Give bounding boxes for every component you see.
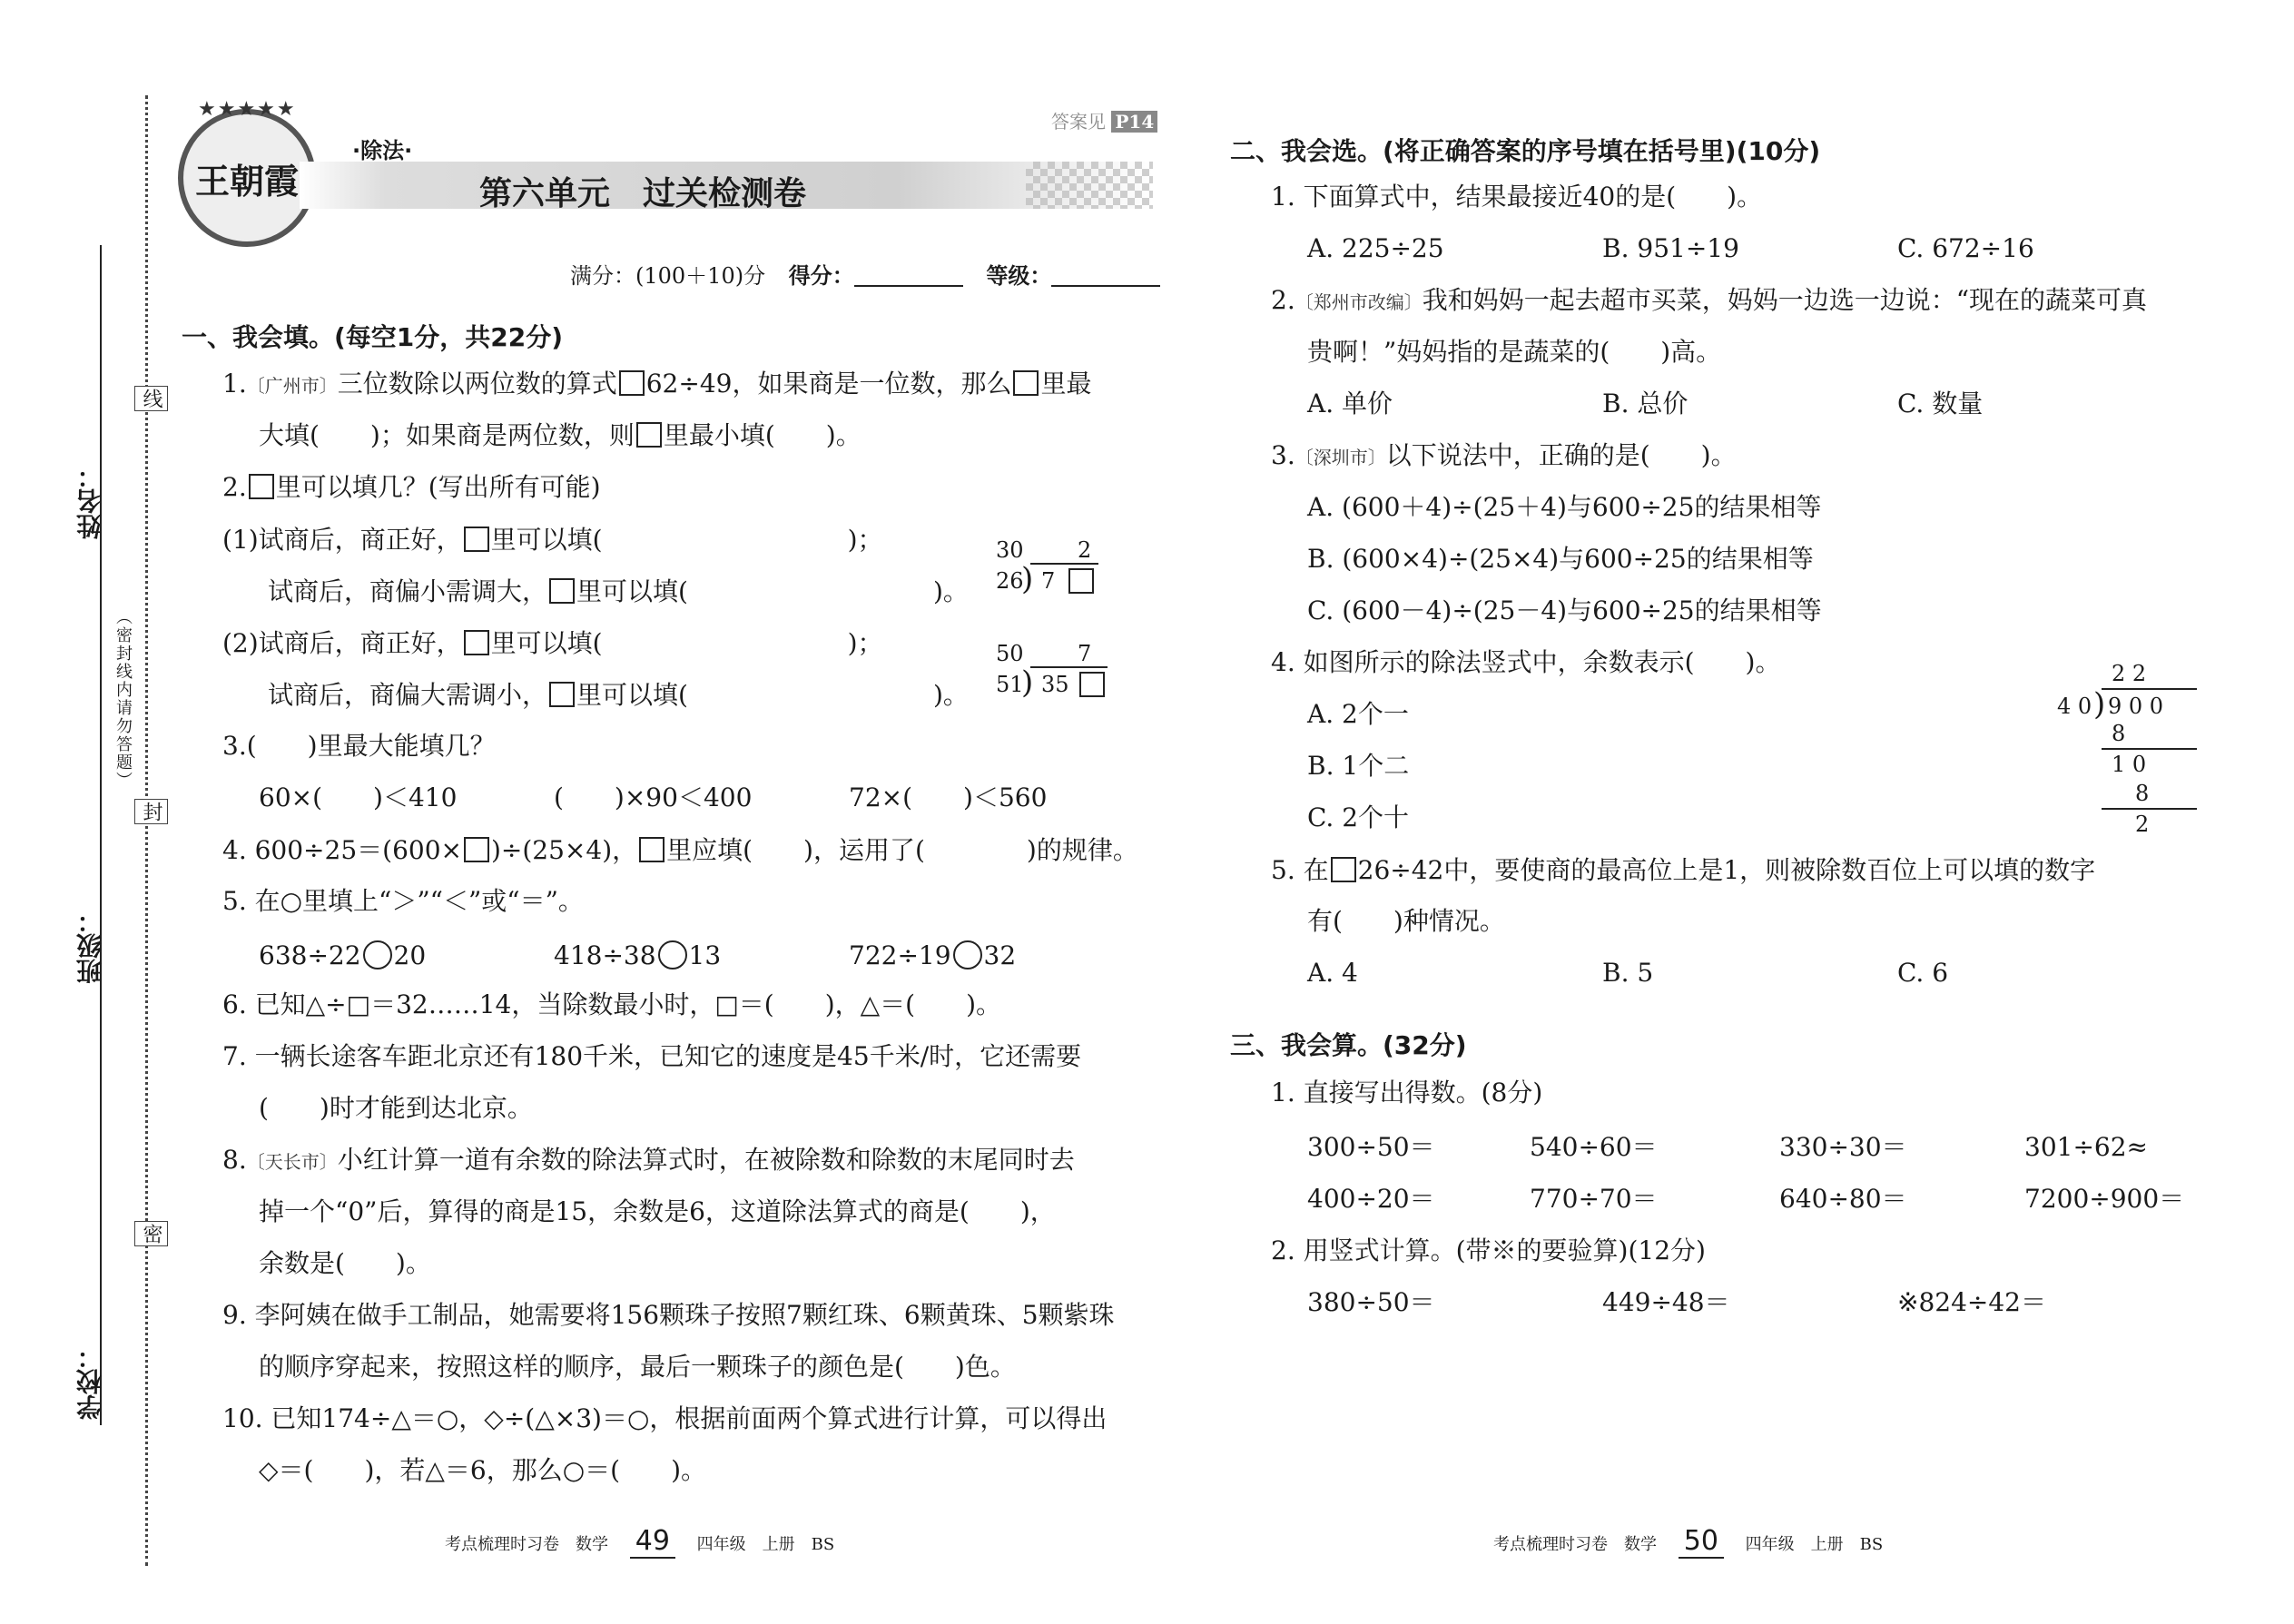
s1-q2-text: 里可以填几？(写出所有可能) [275, 472, 601, 502]
s2-q3-tag: 〔深圳市〕 [1295, 447, 1386, 468]
s1-q8-b: 小红计算一道有余数的除法算式时，在被除数和除数的末尾同时去 [337, 1145, 1075, 1175]
s1-q2-2-d: 试商后，商偏大需调小， [268, 680, 548, 710]
s1-q5-c [849, 940, 1016, 969]
division-diagram-2 [994, 641, 1112, 704]
s1-q9-b: 的顺序穿起来，按照这样的顺序，最后一颗珠子的颜色是( )色。 [259, 1352, 1016, 1382]
s2-q1-opt-c[interactable]: C. 672÷16 [1897, 233, 2034, 263]
ld-dividend: 9 0 0 [2108, 694, 2164, 719]
s2-q5-opt-a[interactable]: A. 4 [1307, 958, 1358, 988]
s1-q2-2-line1 [222, 630, 883, 656]
ld-rem2: 2 [2135, 812, 2150, 837]
s3-r3-a: 380÷50＝ [1307, 1287, 1435, 1317]
s1-q2-2-c: )； [847, 628, 883, 658]
div2-top: 50 [996, 641, 1024, 666]
school-label: 学校： [75, 1343, 105, 1420]
s1-q1-line2 [259, 422, 861, 448]
s1-q5-c1: 722÷19 [849, 940, 951, 970]
compare-circle[interactable] [953, 940, 982, 969]
footer-left-grade: 四年级 上册 BS [696, 1535, 835, 1554]
s2-q2-b: 我和妈妈一起去超市买菜，妈妈一边选一边说：“现在的蔬菜可真 [1422, 285, 2148, 315]
s1-q3-c: 72×( )＜560 [849, 782, 1048, 812]
s1-q7-b: ( )时才能到达北京。 [259, 1093, 533, 1123]
s1-q10-a: 10. 已知174÷△＝○，◇÷(△×3)＝○，根据前面两个算式进行计算，可以得出 [222, 1403, 1108, 1433]
s1-q2-1-line1 [222, 527, 883, 553]
division-diagram-1 [994, 537, 1103, 601]
s2-q3-line1 [1271, 440, 1737, 470]
s1-q8-line1 [222, 1147, 1075, 1173]
score-line [570, 261, 1160, 287]
footer-left [445, 1525, 834, 1557]
s1-q8-d: 余数是( )。 [259, 1248, 431, 1278]
s1-q5-b2: 13 [688, 940, 722, 970]
s1-q4-a: 4. 600÷25＝(600× [222, 835, 462, 865]
s2-q2-num: 2. [1271, 285, 1295, 315]
s2-q2-opt-a[interactable]: A. 单价 [1307, 389, 1393, 418]
s3-r2-d: 7200÷900＝ [2024, 1184, 2185, 1214]
div1-divisor: 26 [996, 568, 1024, 594]
div2-dividend: 35 [1041, 672, 1069, 697]
class-label: 班级： [75, 908, 105, 984]
s2-q5-a: 5. 在 [1271, 855, 1329, 885]
answer-box[interactable] [549, 682, 575, 707]
s1-q2-1-d: 试商后，商偏小需调大， [268, 576, 548, 606]
s3-r3-b: 449÷48＝ [1602, 1287, 1730, 1317]
div1-top: 30 [996, 537, 1024, 563]
s2-q4-opt-a[interactable]: A. 2个一 [1307, 699, 1409, 729]
s2-q4-opt-b[interactable]: B. 1个二 [1307, 751, 1410, 781]
s1-q2-2-f: )。 [932, 680, 969, 710]
s3-r1-c: 330÷30＝ [1779, 1132, 1907, 1162]
s1-q2-1-f: )。 [932, 576, 969, 606]
s2-q5-opt-c[interactable]: C. 6 [1897, 958, 1949, 988]
s2-q2-line1 [1271, 285, 2148, 315]
grade-blank[interactable] [1051, 261, 1160, 287]
ld-bar1 [2102, 748, 2197, 750]
s2-q3-opt-b[interactable]: B. (600×4)÷(25×4)与600÷25的结果相等 [1307, 544, 1814, 574]
binding-notice: （密封线内请勿答题） [113, 608, 133, 790]
s1-q10-b: ◇＝( )，若△＝6，那么○＝( )。 [259, 1455, 707, 1485]
s1-q2-1-e: 里可以填( [576, 576, 688, 606]
footer-right [1493, 1525, 1883, 1557]
page-number-49: 49 [630, 1525, 675, 1559]
s1-q2-1-c: )； [847, 525, 883, 555]
s1-q4-b: )÷(25×4)， [490, 835, 638, 865]
answer-box[interactable] [549, 578, 575, 604]
s1-q5-b1: 418÷38 [554, 940, 656, 970]
ld-bar2 [2102, 808, 2197, 810]
div2-box[interactable] [1079, 672, 1105, 697]
answer-ref [1051, 107, 1157, 133]
s3-q1: 1. 直接写出得数。(8分) [1271, 1078, 1543, 1107]
s1-q8-tag: 〔天长市〕 [246, 1151, 338, 1173]
section3-heading: 三、我会算。(32分) [1230, 1030, 1467, 1060]
s1-q4-c: 里应填( )，运用了( )的规律。 [666, 835, 1138, 865]
s1-q7-a: 7. 一辆长途客车距北京还有180千米，已知它的速度是45千米/时，它还需要 [222, 1041, 1082, 1071]
answer-box[interactable] [1013, 370, 1039, 396]
s1-q1-text-d: 大填( )；如果商是两位数，则 [259, 420, 635, 450]
s1-q3-b: ( )×90＜400 [554, 782, 753, 812]
s1-q5-a [259, 940, 426, 969]
s3-r2-b: 770÷70＝ [1530, 1184, 1658, 1214]
s2-q5-c: 有( )种情况。 [1307, 906, 1505, 936]
s1-q1-text-c: 里最 [1040, 369, 1092, 399]
answer-box[interactable] [464, 527, 489, 552]
ld-sub1: 8 [2112, 721, 2126, 746]
s2-q3-num: 3. [1271, 440, 1295, 470]
page-number-50: 50 [1679, 1525, 1724, 1559]
s3-q2: 2. 用竖式计算。(带※的要验算)(12分) [1271, 1235, 1706, 1265]
s1-q1-line1 [222, 370, 1091, 397]
page-title: 第六单元 过关检测卷 [479, 175, 807, 212]
s1-q2-1-b: 里可以填( [490, 525, 603, 555]
div2-bar [1030, 666, 1108, 668]
s1-q4 [222, 837, 1138, 863]
answer-ref-text: 答案见 [1051, 111, 1106, 133]
s1-q1-text-e: 里最小填( )。 [663, 420, 861, 450]
s1-q2-2-a: (2)试商后，商正好， [222, 628, 462, 658]
s2-q5-opt-b[interactable]: B. 5 [1602, 958, 1654, 988]
name-label: 姓名： [75, 463, 105, 539]
s1-q2-2-b: 里可以填( [490, 628, 603, 658]
div2-divisor: 51 [996, 672, 1024, 697]
s1-q1-text-a: 三位数除以两位数的算式 [337, 369, 617, 399]
answer-box[interactable] [464, 630, 489, 655]
s1-q1-tag: 〔广州市〕 [246, 375, 338, 397]
answer-box[interactable] [1331, 857, 1356, 882]
s1-q6: 6. 已知△÷□＝32……14，当除数最小时，□＝( )，△＝( )。 [222, 989, 1002, 1019]
ld-rem1: 1 0 [2112, 752, 2147, 777]
section2-heading: 二、我会选。(将正确答案的序号填在括号里)(10分) [1230, 136, 1821, 166]
binding-mark-seal: 封 [134, 799, 168, 824]
ld-sub2: 8 [2135, 781, 2150, 806]
binding-mark-line: 线 [134, 386, 168, 411]
ld-bracket: ) [2093, 686, 2106, 723]
div1-quotient: 2 [1078, 537, 1092, 563]
s2-q1-opt-a[interactable]: A. 225÷25 [1307, 233, 1444, 263]
s1-q2-2-e: 里可以填( [576, 680, 688, 710]
s2-q2-tag: 〔郑州市改编〕 [1295, 291, 1423, 313]
s3-r2-a: 400÷20＝ [1307, 1184, 1435, 1214]
s3-r1-a: 300÷50＝ [1307, 1132, 1435, 1162]
score-blank[interactable] [854, 261, 963, 287]
answer-box[interactable] [464, 837, 489, 862]
topic-label: ·除法· [352, 138, 413, 163]
s2-q3-opt-a[interactable]: A. (600＋4)÷(25＋4)与600÷25的结果相等 [1307, 492, 1822, 522]
div1-bar [1030, 563, 1098, 565]
footer-right-grade: 四年级 上册 BS [1745, 1535, 1884, 1554]
answer-box[interactable] [639, 837, 665, 862]
s2-q3-b: 以下说法中，正确的是( )。 [1385, 440, 1737, 470]
section1-heading: 一、我会填。(每空1分，共22分) [182, 322, 564, 352]
s1-q2-line0 [222, 474, 601, 500]
ld-top-bar [2102, 688, 2197, 690]
s2-q4: 4. 如图所示的除法竖式中，余数表示( )。 [1271, 647, 1781, 677]
s1-q3-a: 60×( )＜410 [259, 782, 458, 812]
s2-q5-line1 [1271, 857, 2095, 883]
answer-box[interactable] [619, 370, 645, 396]
div2-bracket: ) [1021, 664, 1034, 701]
score-label: 得分： [788, 262, 854, 289]
div2-quotient: 7 [1078, 641, 1092, 666]
s3-r1-d: 301÷62≈ [2024, 1132, 2148, 1162]
s1-q2-1-line2 [268, 578, 969, 605]
div1-dividend: 7 [1041, 568, 1056, 594]
ld-divisor: 4 0 [2057, 694, 2092, 719]
s1-q1-text-b: 62÷49，如果商是一位数，那么 [645, 369, 1012, 399]
div1-bracket: ) [1021, 561, 1034, 597]
binding-solid-line [100, 245, 102, 1425]
s1-q5-b [554, 940, 721, 969]
grade-label: 等级： [986, 262, 1052, 289]
s1-q5-a1: 638÷22 [259, 940, 361, 970]
s3-r3-c: ※824÷42＝ [1897, 1287, 2046, 1317]
binding-mark-secret: 密 [134, 1221, 168, 1246]
answer-box[interactable] [636, 422, 662, 448]
answer-box[interactable] [249, 474, 274, 499]
s1-q8-num: 8. [222, 1145, 247, 1175]
s2-q1-opt-b[interactable]: B. 951÷19 [1602, 233, 1739, 263]
s1-q2-2-line2 [268, 682, 969, 708]
s1-q5-a2: 20 [393, 940, 427, 970]
compare-circle[interactable] [658, 940, 687, 969]
logo-badge [178, 109, 316, 247]
full-score: 满分：(100＋10)分 [570, 263, 766, 289]
s1-q5: 5. 在○里填上“＞”“＜”或“＝”。 [222, 886, 584, 916]
s1-q3: 3.( )里最大能填几？ [222, 731, 496, 761]
s1-q2-1-a: (1)试商后，商正好， [222, 525, 462, 555]
s2-q4-opt-c[interactable]: C. 2个十 [1307, 802, 1410, 832]
footer-right-book: 考点梳理时习卷 数学 [1493, 1535, 1657, 1554]
s1-q8-c: 掉一个“0”后，算得的商是15，余数是6，这道除法算式的商是( )， [259, 1196, 1056, 1226]
s2-q2-opt-c[interactable]: C. 数量 [1897, 389, 1984, 418]
s2-q1: 1. 下面算式中，结果最接近40的是( )。 [1271, 182, 1763, 212]
long-division-figure [2052, 661, 2206, 842]
footer-left-book: 考点梳理时习卷 数学 [445, 1535, 608, 1554]
s1-q9-a: 9. 李阿姨在做手工制品，她需要将156颗珠子按照7颗红珠、6颗黄珠、5颗紫珠 [222, 1300, 1115, 1330]
binding-dotted-line [145, 95, 148, 1566]
s2-q2-opt-b[interactable]: B. 总价 [1602, 389, 1689, 418]
logo-name: 王朝霞 [194, 160, 299, 202]
ld-quotient: 2 2 [2112, 661, 2147, 686]
div1-box[interactable] [1068, 568, 1094, 594]
s3-r2-c: 640÷80＝ [1779, 1184, 1907, 1214]
s1-q1-num: 1. [222, 369, 247, 399]
title-checker [1026, 162, 1153, 209]
compare-circle[interactable] [363, 940, 392, 969]
s2-q3-opt-c[interactable]: C. (600－4)÷(25－4)与600÷25的结果相等 [1307, 595, 1822, 625]
logo-stars: ★★★★★ [198, 98, 297, 121]
s3-r1-b: 540÷60＝ [1530, 1132, 1658, 1162]
answer-page: P14 [1111, 111, 1157, 133]
s1-q2-num: 2. [222, 472, 247, 502]
s2-q2-c: 贵啊！”妈妈指的是蔬菜的( )高。 [1307, 337, 1722, 367]
s1-q5-c2: 32 [983, 940, 1017, 970]
s2-q5-b: 26÷42中，要使商的最高位上是1，则被除数百位上可以填的数字 [1357, 855, 2096, 885]
